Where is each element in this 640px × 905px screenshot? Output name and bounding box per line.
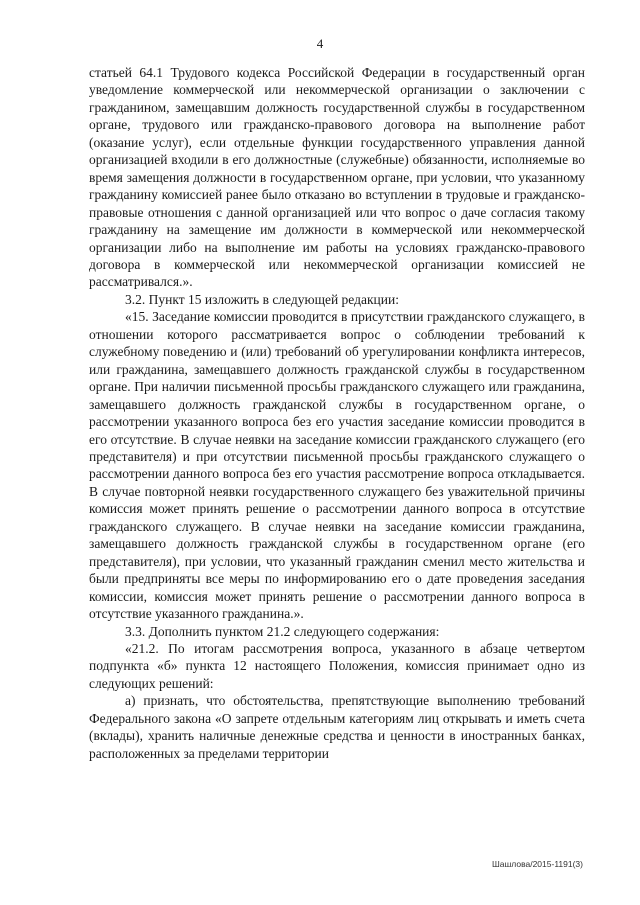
paragraph-21-2-text: «21.2. По итогам рассмотрения вопроса, указанного в абзаце четвертом подпункта «б» пункта 12 настоящего Положения, комиссия принимает одно из следующих решений: [89, 640, 585, 691]
paragraph-continuation: статьей 64.1 Трудового кодекса Российской Федерации в государственный орган уведомление коммерческой или некоммерческой организации о заключении с гражданином, замещавшим должность государственной службы в государственном органе, трудового или гражданско-правового договора на выполнение работ (оказание услуг), если отдельные функции государственного управления данной организацией входили в его должностные (служебные) обязанности, исполняемые во время замещения должности в государственном органе, при условии, что указанному гражданину комиссией ранее было отказано во вступлении в трудовые и гражданско-правовые отношения с данной организацией или что вопрос о даче согласия такому гражданину на замещение им должности в коммерческой или некоммерческой организации либо на выполнение им работы на условиях гражданско-правового договора в коммерческой или некоммерческой организации комиссией не рассматривался.». [89, 65, 585, 290]
paragraph-3-2-heading: 3.2. Пункт 15 изложить в следующей редакции: [125, 291, 399, 307]
paragraph-subitem-a: а) признать, что обстоятельства, препятствующие выполнению требований Федерального закона «О запрете отдельным категориям лиц открывать и иметь счета (вклады), хранить наличные денежные средства и ценности в иностранных банках, расположенных за пределами территории [89, 693, 585, 761]
footer-document-reference: Шашлова/2015-1191(3) [491, 859, 583, 869]
page-number: 4 [316, 36, 324, 51]
paragraph-15-text: «15. Заседание комиссии проводится в присутствии гражданского служащего, в отношении которого рассматривается вопрос о соблюдении требований к служебному поведению и (или) требований об урегулировании конфликта интересов, или гражданина, замещавшего должность гражданской службы в государственном органе. При наличии письменной просьбы гражданского служащего или гражданина, замещавшего должность гражданской службы в государственном органе, о рассмотрении указанного вопроса без его участия заседание комиссии проводится в его отсутствие. В случае неявки на заседание комиссии гражданского служащего (его представителя) и при отсутствии письменной просьбы гражданского служащего о рассмотрении данного вопроса без его участия рассмотрение вопроса откладывается. В случае повторной неявки государственного служащего без уважительной причины комиссия может принять решение о рассмотрении данного вопроса в отсутствие гражданского служащего. В случае неявки на заседание комиссии гражданина, замещавшего должность гражданской службы в государственном органе (его представителя), при условии, что указанный гражданин сменил место жительства и были предприняты все меры по информированию его о дате проведения заседания комиссии, комиссия может принять решение о рассмотрении данного вопроса в отсутствие указанного гражданина.». [89, 309, 585, 622]
document-body [89, 64, 585, 762]
paragraph-3-3-heading: 3.3. Дополнить пунктом 21.2 следующего содержания: [125, 623, 440, 639]
